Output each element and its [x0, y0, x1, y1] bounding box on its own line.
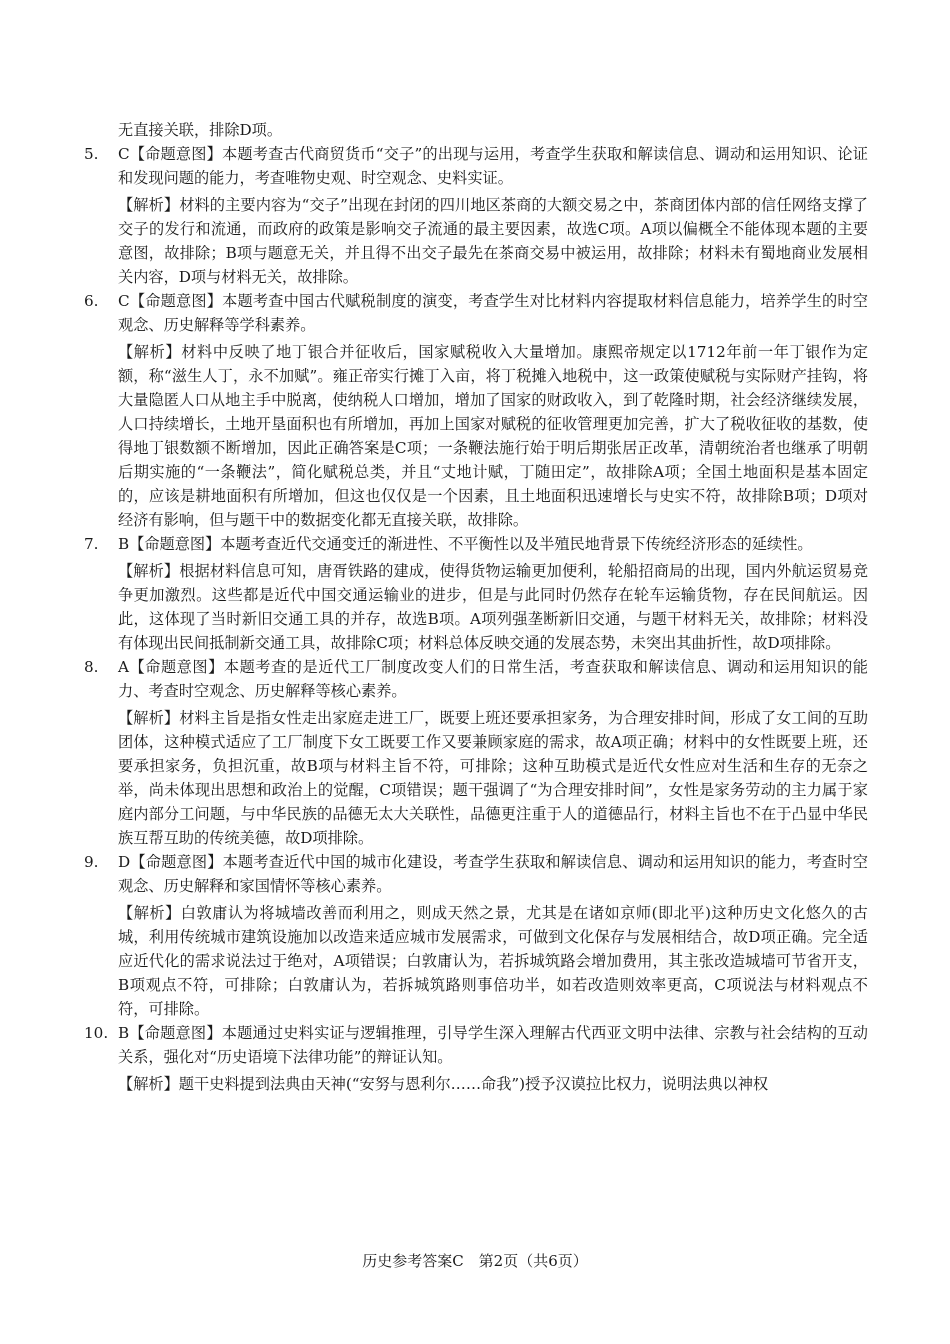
design-intent: C【命题意图】本题考查古代商贸货币“交子”的出现与运用，考查学生获取和解读信息、调动和运用知识、论证和发现问题的能力，考查唯物史观、时空观念、史料实证。: [118, 145, 868, 187]
page-content: [84, 118, 868, 1096]
answer-item-9: [84, 850, 868, 1021]
design-intent: B【命题意图】本题通过史料实证与逻辑推理，引导学生深入理解古代西亚文明中法律、宗教与社会结构的互动关系，强化对“历史语境下法律功能”的辩证认知。: [118, 1024, 868, 1066]
analysis: 【解析】材料主旨是指女性走出家庭走进工厂，既要上班还要承担家务，为合理安排时间，形成了女工间的互助团体，这种模式适应了工厂制度下女工既要工作又要兼顾家庭的需求，故A项正确；材料中的女性既要上班，还要承担家务，负担沉重，故B项与材料主旨不符，可排除；这种互助模式是近代女性应对生活和生存的无奈之举，尚未体现出思想和政治上的觉醒，C项错误；题干强调了“为合理安排时间”，女性是家务劳动的主力属于家庭内部分工问题，与中华民族的品德无太大关联性，品德更注重于人的道德品行，材料主旨也不在于凸显中华民族互帮互助的传统美德，故D项排除。: [118, 709, 868, 847]
analysis: 【解析】题干史料提到法典由天神(“安努与恩利尔……命我”)授予汉谟拉比权力，说明法典以神权: [118, 1075, 769, 1093]
question-number: 5.: [84, 145, 99, 163]
question-number: 7.: [84, 535, 99, 553]
answer-item-6: [84, 289, 868, 532]
analysis: 【解析】材料的主要内容为“交子”出现在封闭的四川地区茶商的大额交易之中，茶商团体内部的信任网络支撑了交子的发行和流通，而政府的政策是影响交子流通的最主要因素，故选C项。A项以偏概全不能体现本题的主要意图，故排除；B项与题意无关，并且得不出交子最先在茶商交易中被运用，故排除；材料未有蜀地商业发展相关内容，D项与材料无关，故排除。: [118, 196, 868, 286]
design-intent: D【命题意图】本题考查近代中国的城市化建设，考查学生获取和解读信息、调动和运用知识的能力，考查时空观念、历史解释和家国情怀等核心素养。: [118, 853, 868, 895]
design-intent: A【命题意图】本题考查的是近代工厂制度改变人们的日常生活，考查获取和解读信息、调动和运用知识的能力、考查时空观念、历史解释等核心素养。: [118, 658, 868, 700]
question-number: 6.: [84, 292, 99, 310]
analysis: 【解析】白敦庸认为将城墙改善而利用之，则成天然之景，尤其是在诸如京师(即北平)这种历史文化悠久的古城，利用传统城市建筑设施加以改造来适应城市发展需求，可做到文化保存与发展相结合，故D项正确。完全适应近代化的需求说法过于绝对，A项错误；白敦庸认为，若拆城筑路会增加费用，其主张改造城墙可节省开支，B项观点不符，可排除；白敦庸认为，若拆城筑路则事倍功半，如若改造则效率更高，C项说法与材料观点不符，可排除。: [118, 904, 868, 1018]
answer-item-10: [84, 1021, 868, 1096]
analysis: 【解析】根据材料信息可知，唐胥铁路的建成，使得货物运输更加便利，轮船招商局的出现，国内外航运贸易竞争更加激烈。这些都是近代中国交通运输业的进步，但是与此同时仍然存在轮车运输货物，存在民间航运。因此，这体现了当时新旧交通工具的并存，故选B项。A项列强垄断新旧交通，与题干材料无关，故排除；材料没有体现出民间抵制新交通工具，故排除C项；材料总体反映交通的发展态势，未突出其曲折性，故D项排除。: [118, 562, 868, 652]
page-footer: 历史参考答案C 第2页（共6页）: [362, 1252, 588, 1270]
answer-item-5: [84, 142, 868, 289]
answer-item-8: [84, 655, 868, 850]
question-number: 10.: [84, 1024, 109, 1042]
design-intent: B【命题意图】本题考查近代交通变迁的渐进性、不平衡性以及半殖民地背景下传统经济形态的延续性。: [118, 535, 813, 553]
design-intent: C【命题意图】本题考查中国古代赋税制度的演变，考查学生对比材料内容提取材料信息能力，培养学生的时空观念、历史解释等学科素养。: [118, 292, 868, 334]
question-number: 9.: [84, 853, 99, 871]
answer-item-7: [84, 532, 868, 655]
analysis: 【解析】材料中反映了地丁银合并征收后，国家赋税收入大量增加。康熙帝规定以1712年前一年丁银作为定额，称“滋生人丁，永不加赋”。雍正帝实行摊丁入亩，将丁税摊入地税中，这一政策使赋税与实际财产挂钩，将大量隐匿人口从地主手中脱离，使纳税人口增加，增加了国家的财政收入，到了乾隆时期，社会经济继续发展，人口持续增长，土地开垦面积也有所增加，再加上国家对赋税的征收管理更加完善，扩大了税收征收的基数，使得地丁银数额不断增加，因此正确答案是C项；一条鞭法施行始于明后期张居正改革，清朝统治者也继承了明朝后期实施的“一条鞭法”，简化赋税总类，并且“丈地计赋，丁随田定”，故排除A项；全国土地面积是基本固定的，应该是耕地面积有所增加，但这也仅仅是一个因素，且土地面积迅速增长与史实不符，故排除B项；D项对经济有影响，但与题干中的数据变化都无直接关联，故排除。: [118, 343, 868, 529]
continuation-text: 无直接关联，排除D项。: [118, 121, 283, 139]
question-number: 8.: [84, 658, 99, 676]
